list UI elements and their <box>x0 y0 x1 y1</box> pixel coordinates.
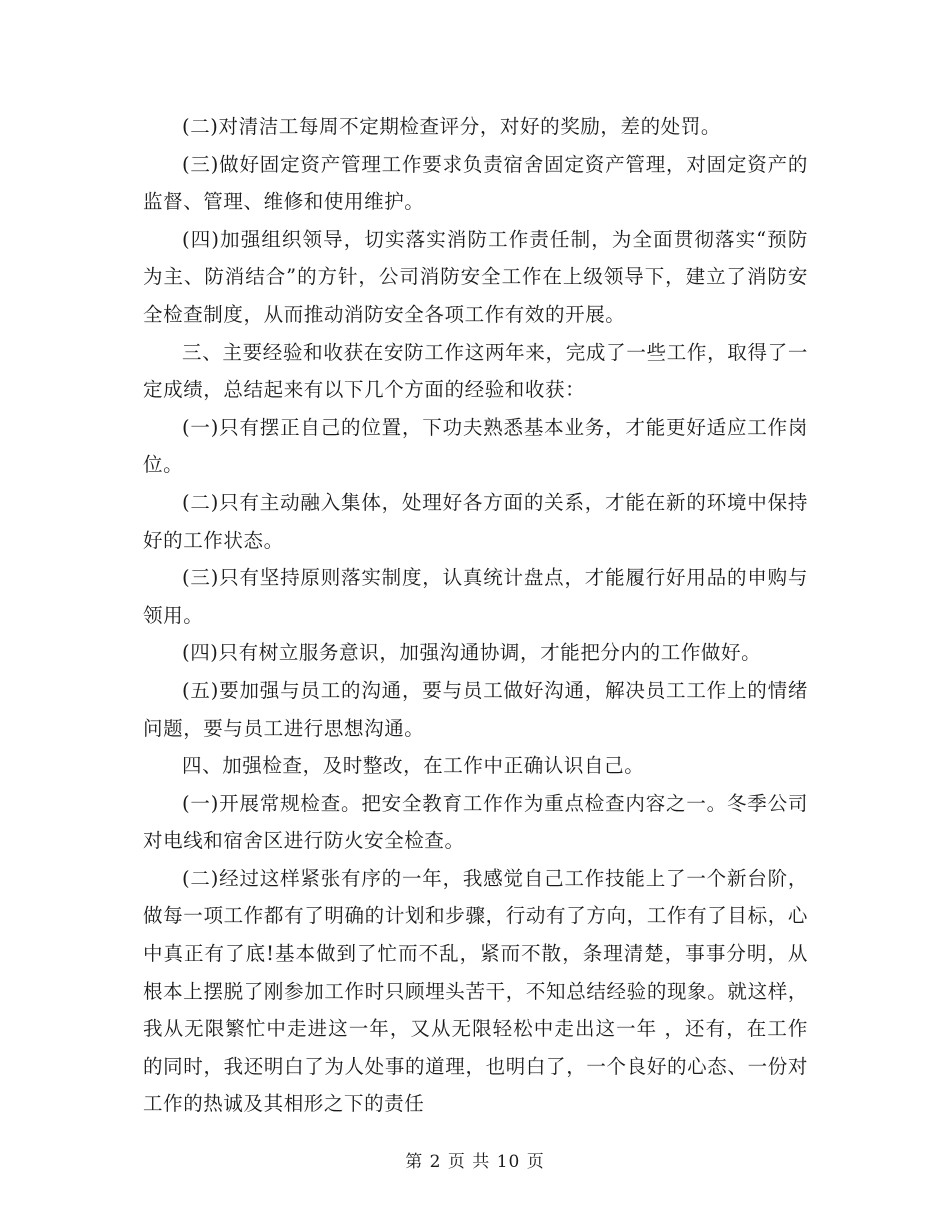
paragraph: (一)开展常规检查。把安全教育工作作为重点检查内容之一。冬季公司对电线和宿舍区进行防火安全检查。 <box>143 791 808 853</box>
paragraph: (三)做好固定资产管理工作要求负责宿舍固定资产管理，对固定资产的监督、管理、维修和使用维护。 <box>143 152 808 214</box>
page-number-footer: 第 2 页 共 10 页 <box>405 1152 545 1172</box>
paragraph: (二)只有主动融入集体，处理好各方面的关系，才能在新的环境中保持好的工作状态。 <box>143 490 808 552</box>
paragraph: (二)对清洁工每周不定期检查评分，对好的奖励，差的处罚。 <box>182 115 722 138</box>
paragraph: 四、加强检查，及时整改，在工作中正确认识自己。 <box>182 754 645 778</box>
paragraph: (五)要加强与员工的沟通，要与员工做好沟通，解决员工工作上的情绪问题，要与员工进行思想沟通。 <box>143 678 808 740</box>
paragraph: (三)只有坚持原则落实制度，认真统计盘点，才能履行好用品的申购与领用。 <box>143 566 808 627</box>
paragraph: (二)经过这样紧张有序的一年，我感觉自己工作技能上了一个新台阶，做每一项工作都有了明确的计划和步骤，行动有了方向，工作有了目标，心中真正有了底!基本做到了忙而不乱，紧而不散，条理清楚，事事分明，从根本上摆脱了刚参加工作时只顾埋头苦干，不知总结经验的现象。就这样，我从无限繁忙中走进这一年，又从无限轻松中走出这一年 ，还有，在工作的同时，我还明白了为人处事的道理，也明白了，一个良好的心态、一份对工作的热诚及其相形之下的责任 <box>143 866 808 1116</box>
paragraph: 三、主要经验和收获在安防工作这两年来，完成了一些工作，取得了一定成绩，总结起来有以下几个方面的经验和收获： <box>143 340 808 402</box>
paragraph: (一)只有摆正自己的位置，下功夫熟悉基本业务，才能更好适应工作岗位。 <box>143 415 808 477</box>
paragraph: (四)只有树立服务意识，加强沟通协调，才能把分内的工作做好。 <box>182 641 762 665</box>
document-body <box>143 108 808 1123</box>
paragraph: (四)加强组织领导，切实落实消防工作责任制，为全面贯彻落实“预防为主、防消结合”的方针，公司消防安全工作在上级领导下，建立了消防安全检查制度，从而推动消防安全各项工作有效的开展。 <box>143 227 808 326</box>
